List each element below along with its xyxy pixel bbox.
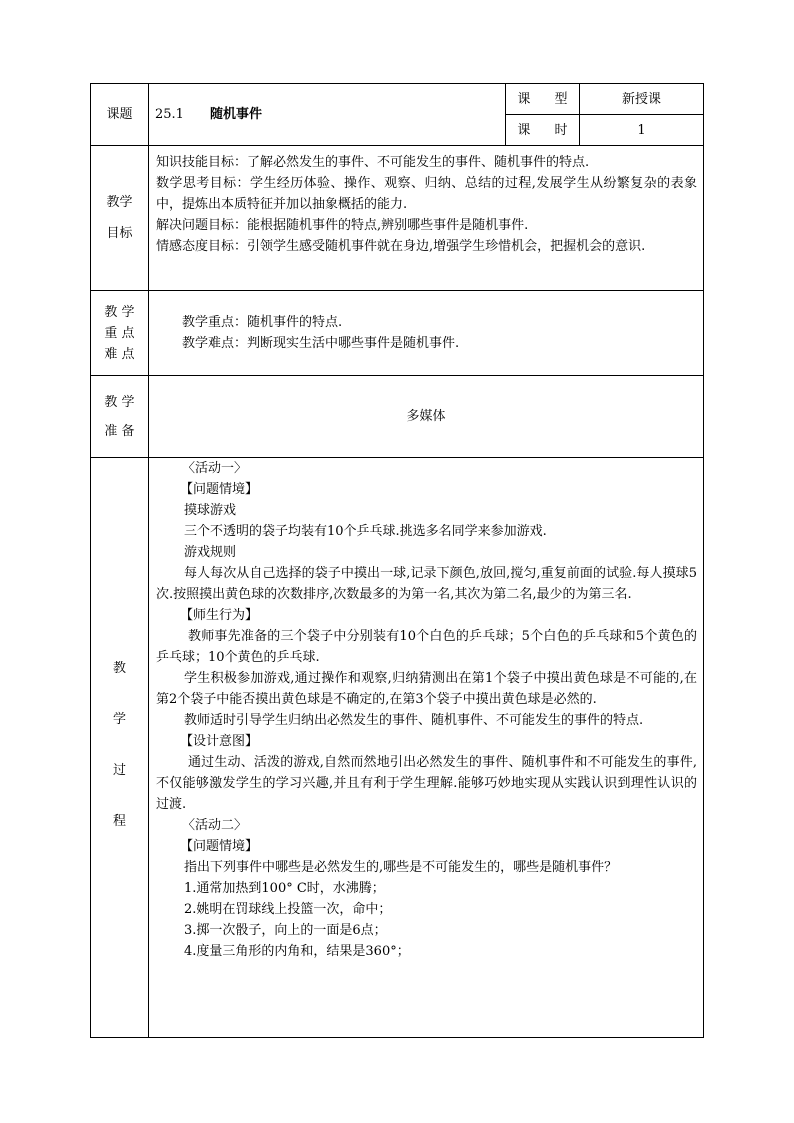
objective-thinking: 数学思考目标：学生经历体验、操作、观察、归纳、总结的过程,发展学生从纷繁复杂的表象中，提炼出本质特征并加以抽象概括的能力. <box>156 176 697 212</box>
key-points-label: 教 学 重 点 难 点 <box>91 291 149 376</box>
objectives-label: 教学 目标 <box>91 146 149 291</box>
activity1-behavior-summary: 教师适时引导学生归纳出必然发生的事件、随机事件、不可能发生的事件的特点. <box>184 713 644 728</box>
key-points-content <box>149 291 704 376</box>
activity1-game-name: 摸球游戏 <box>184 503 237 518</box>
activity1-rules: 每人每次从自己选择的袋子中摸出一球,记录下颜色,放回,搅匀,重复前面的试验.每人摸球5次.按照摸出黄色球的次数排序,次数最多的为第一名,其次为第二名,最少的为第三名. <box>156 566 697 602</box>
process-label: 教 学 过 程 <box>91 458 149 1038</box>
activity1-intent-heading: 【设计意图】 <box>180 734 259 749</box>
activity1-situation-heading: 【问题情境】 <box>180 482 259 497</box>
lesson-hours-label: 课 时 <box>506 115 580 146</box>
key-point: 教学重点：随机事件的特点. <box>182 315 343 330</box>
activity2-title: 〈活动二〉 <box>182 818 248 833</box>
activity2-item-1: 1.通常加热到100° C时，水沸腾； <box>184 881 385 896</box>
objective-problem: 解决问题目标：能根据随机事件的特点,辨别哪些事件是随机事件. <box>156 218 529 233</box>
lesson-plan-table <box>90 83 704 1038</box>
activity2-situation-heading: 【问题情境】 <box>180 839 259 854</box>
activity1-title: 〈活动一〉 <box>182 461 248 476</box>
lesson-type-label: 课 型 <box>506 84 580 115</box>
topic-label: 课题 <box>91 84 149 146</box>
lesson-number: 25.1 <box>155 107 184 122</box>
lesson-hours-value: 1 <box>580 115 704 146</box>
preparation-label: 教 学 准 备 <box>91 376 149 458</box>
process-content <box>149 458 704 1038</box>
activity2-item-3: 3.掷一次骰子，向上的一面是6点； <box>184 923 387 938</box>
activity1-intro: 三个不透明的袋子均装有10个乒乓球.挑选多名同学来参加游戏. <box>184 524 547 539</box>
activity2-item-4: 4.度量三角形的内角和，结果是360°； <box>184 944 410 959</box>
lesson-type-value: 新授课 <box>580 84 704 115</box>
activity2-question: 指出下列事件中哪些是必然发生的,哪些是不可能发生的，哪些是随机事件？ <box>184 860 618 875</box>
activity1-behavior-heading: 【师生行为】 <box>180 608 259 623</box>
activity2-item-2: 2.姚明在罚球线上投篮一次，命中； <box>184 902 392 917</box>
difficult-point: 教学难点：判断现实生活中哪些事件是随机事件. <box>182 336 460 351</box>
preparation-value: 多媒体 <box>149 376 704 458</box>
objectives-content <box>149 146 704 291</box>
activity1-behavior-students: 学生积极参加游戏,通过操作和观察,归纳猜测出在第1个袋子中摸出黄色球是不可能的,在第2个袋子中能否摸出黄色球是不确定的,在第3个袋子中摸出黄色球是必然的. <box>156 671 697 707</box>
objective-attitude: 情感态度目标：引领学生感受随机事件就在身边,增强学生珍惜机会，把握机会的意识. <box>156 239 646 254</box>
lesson-title: 随机事件 <box>209 107 262 122</box>
activity1-rules-heading: 游戏规则 <box>184 545 237 560</box>
lesson-title-cell <box>149 84 506 146</box>
activity1-behavior-teacher: 教师事先准备的三个袋子中分别装有10个白色的乒乓球；5个白色的乒乓球和5个黄色的乒乓球；10个黄色的乒乓球. <box>156 629 697 665</box>
objective-knowledge: 知识技能目标：了解必然发生的事件、不可能发生的事件、随机事件的特点. <box>156 155 590 170</box>
activity1-intent: 通过生动、活泼的游戏,自然而然地引出必然发生的事件、随机事件和不可能发生的事件,不仅能够激发学生的学习兴趣,并且有利于学生理解.能够巧妙地实现从实践认识到理性认识的过渡. <box>156 755 697 812</box>
